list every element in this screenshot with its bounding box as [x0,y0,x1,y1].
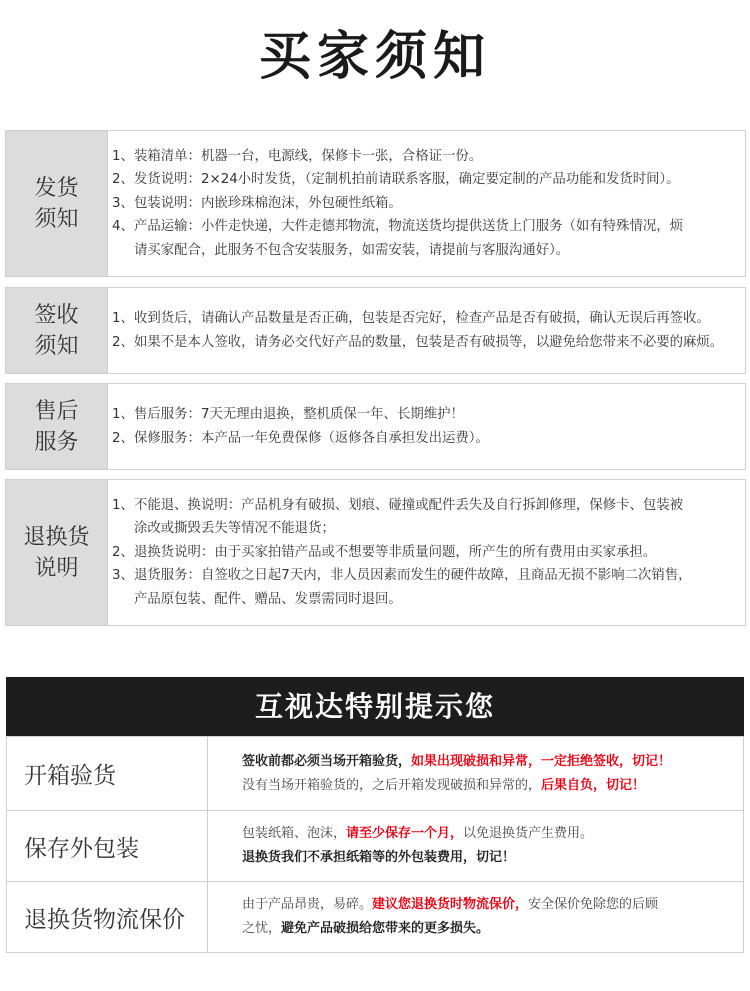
tips-row-label: 保存外包装 [7,811,208,881]
section-label-line: 须知 [34,206,79,232]
tips-line: 退换货我们不承担纸箱等的外包装费用，切记！ [242,850,516,865]
page-title: 买家须知 [258,27,491,87]
special-notice-banner: 互视达特别提示您 [6,677,744,736]
section-body [108,131,745,276]
tips-row-body [208,737,743,810]
section-body [108,384,745,469]
list-item: 3、包装说明：内嵌珍珠棉泡沫，外包硬性纸箱。 [112,195,402,211]
list-item: 1、不能退、换说明：产品机身有破损、划痕、碰撞或配件丢失及自行拆卸修理，保修卡、包装被 涂改或撕毁丢失等情况不能退货； [112,497,684,537]
list-item: 1、装箱清单：机器一台，电源线，保修卡一张，合格证一份。 [112,148,483,164]
tips-row-unboxing [7,736,743,810]
tips-row-packaging [7,810,743,881]
section-label [6,480,108,625]
section-label-line: 退换货 [23,524,90,550]
section-label-line: 签收 [34,302,79,328]
section-label-line: 发货 [34,175,79,201]
tips-row-label: 退换货物流保价 [7,882,208,952]
tips-line: 由于产品昂贵，易碎。建议您退换货时物流保价，安全保价免除您的后顾 [242,897,659,912]
section-return-policy [5,479,746,626]
tips-row-body [208,882,743,952]
tips-row-label: 开箱验货 [7,737,208,810]
section-label-line: 须知 [34,333,79,359]
list-item: 1、售后服务：7天无理由退换，整机质保一年、长期维护！ [112,407,464,422]
list-item: 2、保修服务：本产品一年免费保修（返修各自承担发出运费）。 [112,430,489,446]
list-item: 2、如果不是本人签收，请务必交代好产品的数量，包装是否有破损等，以避免给您带来不必要的麻烦。 [112,334,724,350]
list-item: 3、退货服务：自签收之日起7天内，非人员因素而发生的硬件故障，且商品无损不影响二次销售， 产品原包装、配件、赠品、发票需同时退回。 [112,568,692,607]
section-shipping-notice [5,130,746,277]
tips-row-insurance [7,881,743,952]
tips-line: 没有当场开箱验货的，之后开箱发现破损和异常的，后果自负，切记！ [242,777,646,793]
section-body [108,288,745,373]
section-label-line: 说明 [34,555,79,581]
tips-table [6,736,744,953]
tips-line: 包装纸箱、泡沫，请至少保存一个月，以免退换货产生费用。 [242,826,594,841]
section-label [6,131,108,276]
tips-line: 之忧，避免产品破损给您带来的更多损失。 [242,921,490,936]
section-body [108,480,745,625]
section-label-line: 服务 [34,429,79,455]
tips-row-body [208,811,743,881]
section-label [6,384,108,469]
list-item: 2、退换货说明：由于买家拍错产品或不想要等非质量问题，所产生的所有费用由买家承担。 [112,544,657,560]
list-item: 4、产品运输：小件走快递，大件走德邦物流，物流送货均提供送货上门服务（如有特殊情况，烦 请买家配合，此服务不包含安装服务，如需安装，请提前与客服沟通好）。 [112,219,684,258]
section-label-line: 售后 [34,398,79,424]
list-item: 2、发货说明：2×24小时发货，（定制机拍前请联系客服，确定要定制的产品功能和发货时间）。 [112,172,680,188]
section-label [6,288,108,373]
section-after-sales [5,383,746,470]
tips-line: 签收前都必须当场开箱验货，如果出现破损和异常，一定拒绝签收，切记！ [242,753,672,769]
section-receipt-notice [5,287,746,374]
list-item: 1、收到货后，请确认产品数量是否正确，包装是否完好，检查产品是否有破损，确认无误后再签收。 [112,311,710,326]
